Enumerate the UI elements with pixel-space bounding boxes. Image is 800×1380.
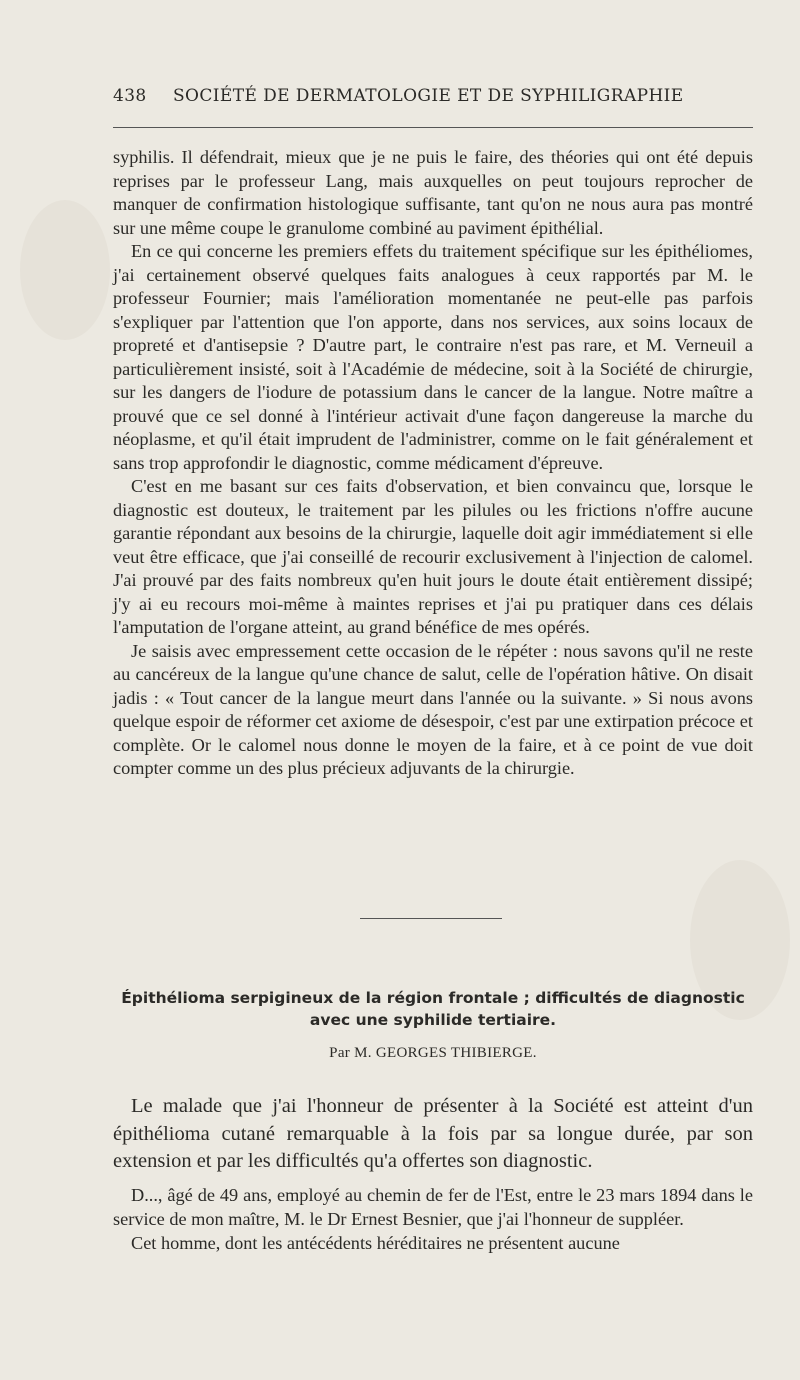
page-number: 438	[113, 86, 147, 106]
article-title: Épithélioma serpigineux de la région frontale ; difficultés de diagnostic avec une syphilide tertiaire.	[121, 989, 745, 1029]
case-text	[113, 1184, 753, 1255]
article-byline: Par M. GEORGES THIBIERGE.	[329, 1045, 537, 1061]
paper-stain	[20, 200, 110, 340]
case-paragraph: D..., âgé de 49 ans, employé au chemin de fer de l'Est, entre le 23 mars 1894 dans le service de mon maître, M. le Dr Ernest Besnier, que j'ai l'honneur de suppléer.	[113, 1185, 753, 1229]
section-separator	[360, 918, 502, 919]
body-paragraph: syphilis. Il défendrait, mieux que je ne puis le faire, des théories qui ont été depuis reprises par le professeur Lang, mais auxquelles on peut toujours reprocher de manquer de confirmation histologique suffisante, tant qu'on ne nous aura pas montré sur une même coupe le granulome combiné au paviment épithélial.	[113, 147, 753, 238]
case-paragraph: Cet homme, dont les antécédents héréditaires ne présentent aucune	[131, 1232, 620, 1253]
running-header	[113, 86, 753, 106]
body-paragraph: Je saisis avec empressement cette occasion de le répéter : nous savons qu'il ne reste au cancéreux de la langue qu'une chance de salut, celle de l'opération hâtive. On disait jadis : « Tout cancer de la langue meurt dans l'année ou la suivante. » Si nous avons quelque espoir de réformer cet axiome de désespoir, c'est par une extirpation précoce et complète. Or le calomel nous donne le moyen de la faire, et à ce point de vue doit compter comme un des plus précieux adjuvants de la chirurgie.	[113, 640, 753, 778]
body-paragraph: En ce qui concerne les premiers effets du traitement spécifique sur les épithéliomes, j'ai certainement observé quelques faits analogues à ceux rapportés par M. le professeur Fournier; mais l'amélioration momentanée ne peut-elle pas parfois s'expliquer par l'attention que l'on apporte, dans nos services, aux soins locaux de propreté et d'antisepsie ? D'autre part, le contraire n'est pas rare, et M. Verneuil a particulièrement insisté, soit à l'Académie de médecine, soit à la Société de chirurgie, sur les dangers de l'iodure de potassium dans le cancer de la langue. Notre maître a prouvé que ce sel donné à l'intérieur activait d'une façon dangereuse la marche du néoplasme, et qu'il était imprudent de l'administrer, comme on le fait généralement et sans trop approfondir le diagnostic, comme médicament d'épreuve.	[113, 241, 753, 473]
running-title: SOCIÉTÉ DE DERMATOLOGIE ET DE SYPHILIGRAPHIE	[173, 86, 684, 106]
header-rule	[113, 127, 753, 128]
body-paragraph: C'est en me basant sur ces faits d'observation, et bien convaincu que, lorsque le diagnostic est douteux, le traitement par les pilules ou les frictions n'offre aucune garantie répondant aux besoins de la chirurgie, laquelle doit agir immédiatement si elle veut être efficace, que j'ai conseillé de recourir exclusivement à l'injection de calomel. J'ai prouvé par des faits nombreux qu'en huit jours le doute était entièrement dissipé; j'y ai eu recours moi-même à maintes reprises et j'ai pu pratiquer dans ces délais l'amputation de l'organe atteint, au grand bénéfice de mes opérés.	[113, 476, 753, 637]
article-intro: Le malade que j'ai l'honneur de présenter à la Société est atteint d'un épithélioma cutané remarquable à la fois par sa longue durée, par son extension et par les difficultés qu'a offertes son diagnostic.	[113, 1095, 753, 1172]
body-text	[113, 146, 753, 781]
